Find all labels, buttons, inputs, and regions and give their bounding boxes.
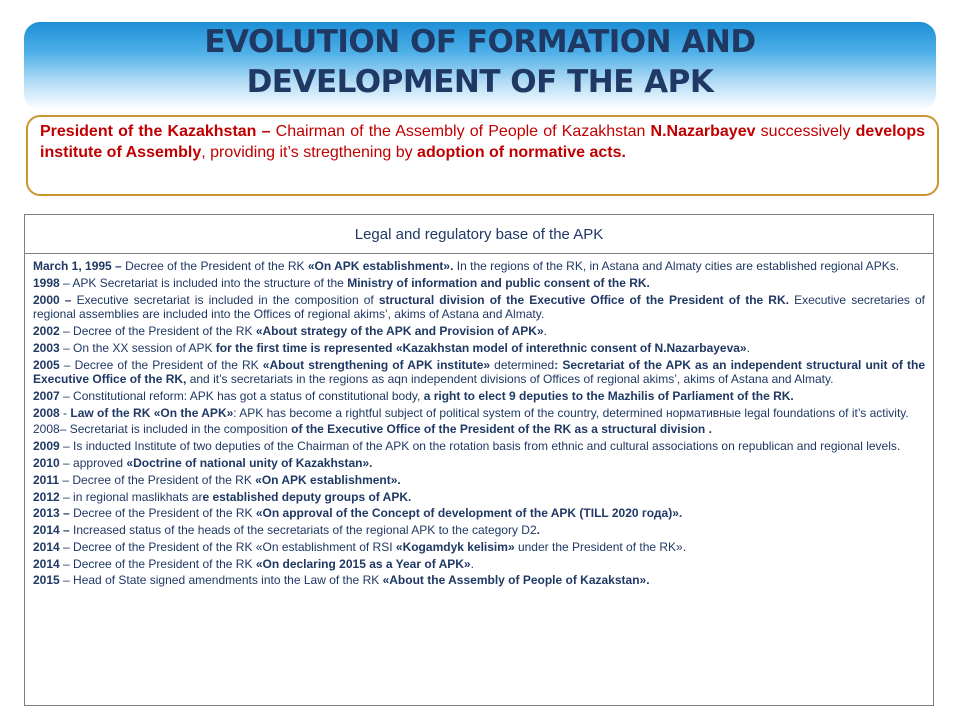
entry-text: – Decree of the President of the RK «On establishment of RSI [59, 539, 396, 554]
intro-chairman: Chairman of the Assembly of People of Kazakhstan [275, 123, 651, 140]
entry-text: – Decree of the President of the RK [59, 323, 256, 338]
entry-date: 2014 [33, 556, 60, 571]
entry-2002 [33, 324, 925, 339]
entry-date: 2008 [33, 422, 60, 437]
entry-emphasis: : Secretariat of the APK as an independent structural unit of the Executive Office of the RK, [33, 357, 926, 387]
entry-emphasis: «About strengthening of APK institute» [262, 357, 491, 372]
entry-emphasis: of the Executive Office of the President of the RK as a structural division . [291, 422, 712, 437]
entry-text: – in regional maslikhats ar [59, 489, 203, 504]
entry-emphasis: e established deputy groups of APK. [202, 489, 412, 504]
entry-2007 [33, 389, 925, 404]
slide-title-line-1: EVOLUTION OF FORMATION AND [204, 24, 756, 60]
entry-1998 [33, 276, 925, 291]
entry-2014-year [33, 557, 925, 572]
slide-title-line-2: DEVELOPMENT OF THE APK [246, 64, 714, 100]
entry-text: – Decree of the President of the RK [59, 357, 263, 372]
entry-emphasis: Ministry of information and public consent of the RK. [347, 275, 650, 290]
entry-2010 [33, 456, 925, 471]
entry-text: – On the XX session of APK [59, 340, 216, 355]
entry-text: – Decree of the President of the RK [59, 472, 256, 487]
entry-date: 2010 [33, 456, 60, 470]
entry-text: – approved [59, 456, 127, 470]
entry-emphasis: «On approval of the Concept of development of the APK (TILL 2020 года)». [255, 506, 683, 521]
entry-emphasis: Law of the RK «On the APK» [70, 405, 234, 420]
entry-text: Decree of the President of the RK [69, 506, 256, 521]
entry-emphasis: «On declaring 2015 as a Year of APK» [255, 556, 471, 571]
intro-providing: , providing it’s stregthening by [201, 144, 418, 161]
entry-emphasis: «About the Assembly of People of Kazakstan». [382, 573, 650, 588]
entry-date: 2005 [33, 357, 60, 372]
entry-2015 [33, 573, 925, 588]
entry-text: In the regions of the RK, in Astana and Almaty cities are established regional APKs. [453, 259, 900, 273]
entry-date: 2011 [33, 472, 60, 487]
entry-date: 2008 [33, 405, 60, 420]
entry-2008-law [33, 406, 925, 421]
entry-emphasis: structural division of the Executive Office of the President of the RK. [378, 292, 789, 307]
entry-2014-rsi [33, 540, 925, 555]
entry-text: Increased status of the heads of the secretariats of the regional APK to the category D2 [69, 523, 537, 538]
intro-callout [26, 115, 939, 196]
entry-text: – Decree of the President of the RK [59, 556, 256, 571]
entry-text: determined [490, 357, 555, 372]
intro-president: President of the Kazakhstan – [40, 123, 276, 140]
intro-name: N.Nazarbayev [650, 123, 756, 140]
entry-text: . [543, 323, 547, 338]
entry-emphasis: for the first time is represented «Kazakhstan model of interethnic consent of N.Nazarbayeva» [215, 340, 747, 355]
entry-emphasis: «Kogamdyk kelisim» [395, 539, 515, 554]
legal-base-table [24, 214, 934, 706]
entry-text: – Constitutional reform: APK has got a status of constitutional body, [59, 388, 424, 403]
entry-text: Executive secretariat is included in the composition of [71, 292, 379, 307]
entry-2009 [33, 439, 925, 454]
entry-date: 1998 [33, 275, 60, 290]
entry-2003 [33, 341, 925, 356]
entry-date: 2014 [33, 539, 60, 554]
entry-emphasis: – [63, 506, 70, 521]
entry-date: 2000 – [33, 292, 72, 307]
entry-text: – Is inducted Institute of two deputies of the Chairman of the APK on the rotation basis from ethnic and cultural associations on republican and regional levels. [59, 439, 901, 454]
entry-text: Decree of the President of the RK [121, 259, 308, 273]
intro-text: successively [755, 123, 856, 140]
entry-date: 2013 [33, 506, 60, 521]
table-header: Legal and regulatory base of the APK [25, 215, 933, 254]
entry-text: and it’s secretariats in the regions as aqn independent divisions of Offices of regional akims’, akims of Astana and Almaty. [186, 372, 834, 387]
entry-text: : APK has become a rightful subject of political system of the country, determined нормативные legal foundations of it’s activity. [233, 405, 909, 420]
entry-2008-secretariat [33, 422, 925, 437]
intro-adoption: adoption of normative acts. [417, 144, 626, 161]
entry-text: - [59, 405, 71, 420]
slide-title [0, 22, 960, 102]
entry-date: 2015 [33, 573, 60, 588]
entry-2013 [33, 506, 925, 521]
entry-text: . [470, 556, 474, 571]
entry-2000 [33, 293, 925, 322]
entry-text: . [746, 340, 750, 355]
entry-date: 2007 [33, 388, 60, 403]
entry-emphasis: «On APK establishment». [255, 472, 401, 487]
entry-1995 [33, 259, 925, 274]
entry-emphasis: . [536, 523, 540, 538]
entry-2014-status [33, 523, 925, 538]
intro-develops: develops institute of Assembly [40, 123, 925, 161]
table-body [25, 254, 933, 588]
entry-text: – Head of State signed amendments into the Law of the RK [59, 573, 383, 588]
entry-emphasis: a right to elect 9 deputies to the Mazhilis of Parliament of the RK. [423, 388, 794, 403]
entry-text: – Secretariat is included in the composition [59, 422, 292, 437]
entry-date: March 1, 1995 – [33, 259, 122, 273]
entry-date: 2009 [33, 439, 60, 454]
entry-date: 2002 [33, 323, 60, 338]
entry-2011 [33, 473, 925, 488]
entry-date: 2014 – [33, 523, 70, 538]
entry-text: under the President of the RK». [514, 539, 687, 554]
entry-2012 [33, 490, 925, 505]
entry-text: – APK Secretariat is included into the structure of the [59, 275, 348, 290]
entry-date: 2003 [33, 340, 60, 355]
entry-emphasis: «Doctrine of national unity of Kazakhstan». [126, 456, 373, 470]
entry-2005 [33, 358, 925, 387]
entry-date: 2012 [33, 489, 60, 504]
entry-text: Executive secretaries of regional assemblies are included into the Offices of regional akims’, akims of Astana and Almaty. [33, 292, 925, 322]
entry-emphasis: «About strategy of the APK and Provision of APK» [255, 323, 544, 338]
entry-emphasis: «On APK establishment». [307, 259, 454, 273]
